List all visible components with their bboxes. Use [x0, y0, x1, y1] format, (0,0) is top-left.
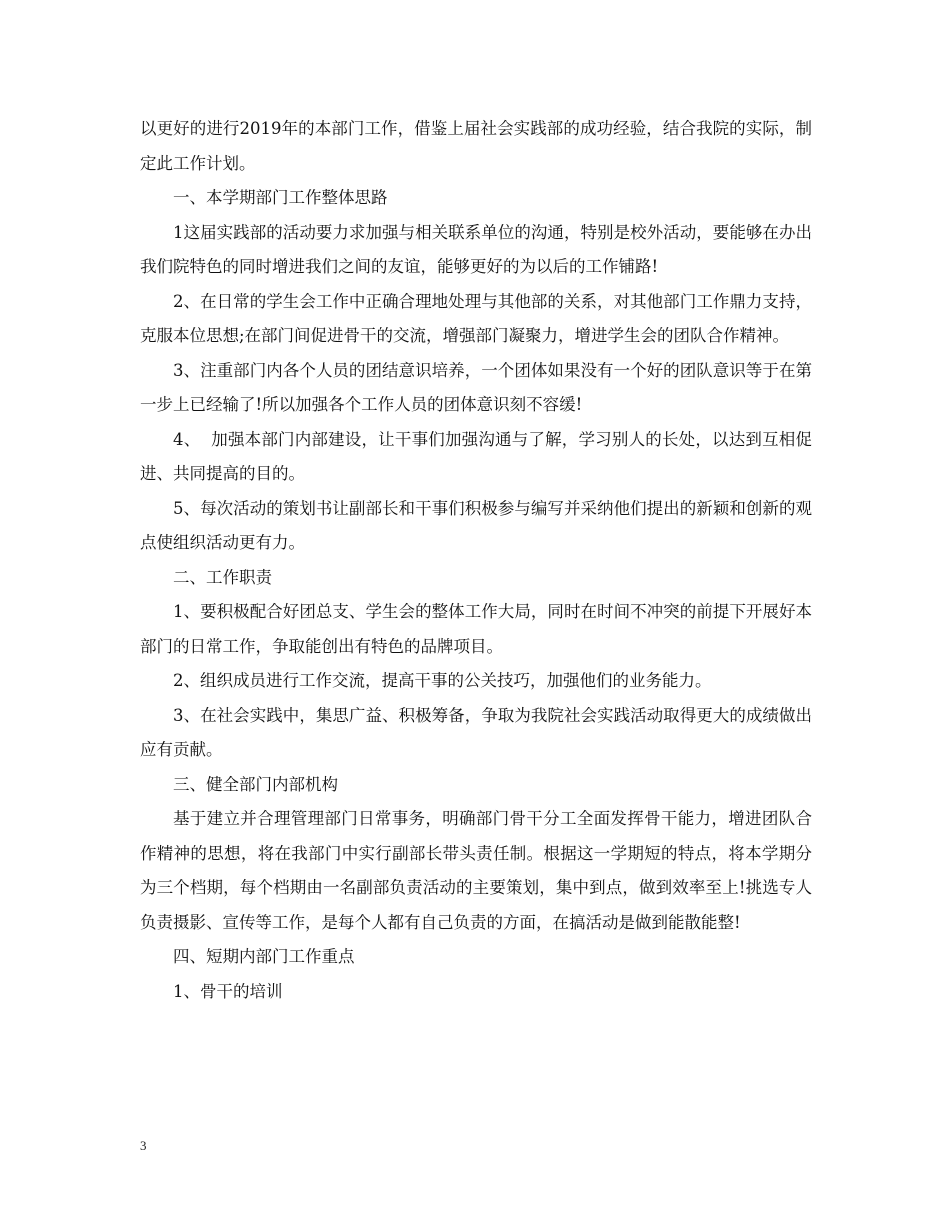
paragraph-item-1-2: 2、在日常的学生会工作中正确合理地处理与其他部的关系，对其他部门工作鼎力支持，克服本位思想;在部门间促进骨干的交流，增强部门凝聚力，增进学生会的团队合作精神。 [140, 291, 812, 345]
paragraph-item-2-1: 1、要积极配合好团总支、学生会的整体工作大局，同时在时间不冲突的前提下开展好本部门的日常工作，争取能创出有特色的品牌项目。 [140, 602, 812, 656]
paragraph-item-2-3: 3、在社会实践中，集思广益、积极筹备，争取为我院社会实践活动取得更大的成绩做出应有贡献。 [140, 705, 812, 759]
page-number: 3 [140, 1138, 147, 1153]
paragraph-item-4-1: 1、骨干的培训 [173, 981, 283, 1001]
paragraph-intro: 以更好的进行2019年的本部门工作，借鉴上届社会实践部的成功经验，结合我院的实际，制定此工作计划。 [140, 119, 812, 173]
paragraph-item-1-5: 5、每次活动的策划书让副部长和干事们积极参与编写并采纳他们提出的新颖和创新的观点使组织活动更有力。 [140, 498, 812, 552]
heading-section-3: 三、健全部门内部机构 [173, 774, 338, 794]
paragraph-item-1-4: 4、 加强本部门内部建设，让干事们加强沟通与了解，学习别人的长处，以达到互相促进、共同提高的目的。 [140, 429, 812, 483]
paragraph-item-2-2: 2、组织成员进行工作交流，提高干事的公关技巧，加强他们的业务能力。 [173, 671, 712, 690]
paragraph-item-1-3: 3、注重部门内各个人员的团结意识培养，一个团体如果没有一个好的团队意识等于在第一步上已经输了!所以加强各个工作人员的团体意识刻不容缓! [140, 360, 812, 414]
heading-section-4: 四、短期内部门工作重点 [173, 947, 355, 966]
heading-section-1: 一、本学期部门工作整体思路 [173, 188, 388, 207]
heading-section-2: 二、工作职责 [173, 567, 272, 587]
paragraph-item-1-1: 1这届实践部的活动要力求加强与相关联系单位的沟通，特别是校外活动，要能够在办出我们院特色的同时增进我们之间的友谊，能够更好的为以后的工作铺路! [140, 222, 812, 276]
paragraph-section-3-body: 基于建立并合理管理部门日常事务，明确部门骨干分工全面发挥骨干能力，增进团队合作精神的思想，将在我部门中实行副部长带头责任制。根据这一学期短的特点，将本学期分为三个档期，每个档期由一名副部负责活动的主要策划，集中到点，做到效率至上!挑选专人负责摄影、宣传等工作，是每个人都有自己负责的方面，在搞活动是做到能散能整! [140, 809, 812, 932]
document-body [140, 112, 812, 1009]
